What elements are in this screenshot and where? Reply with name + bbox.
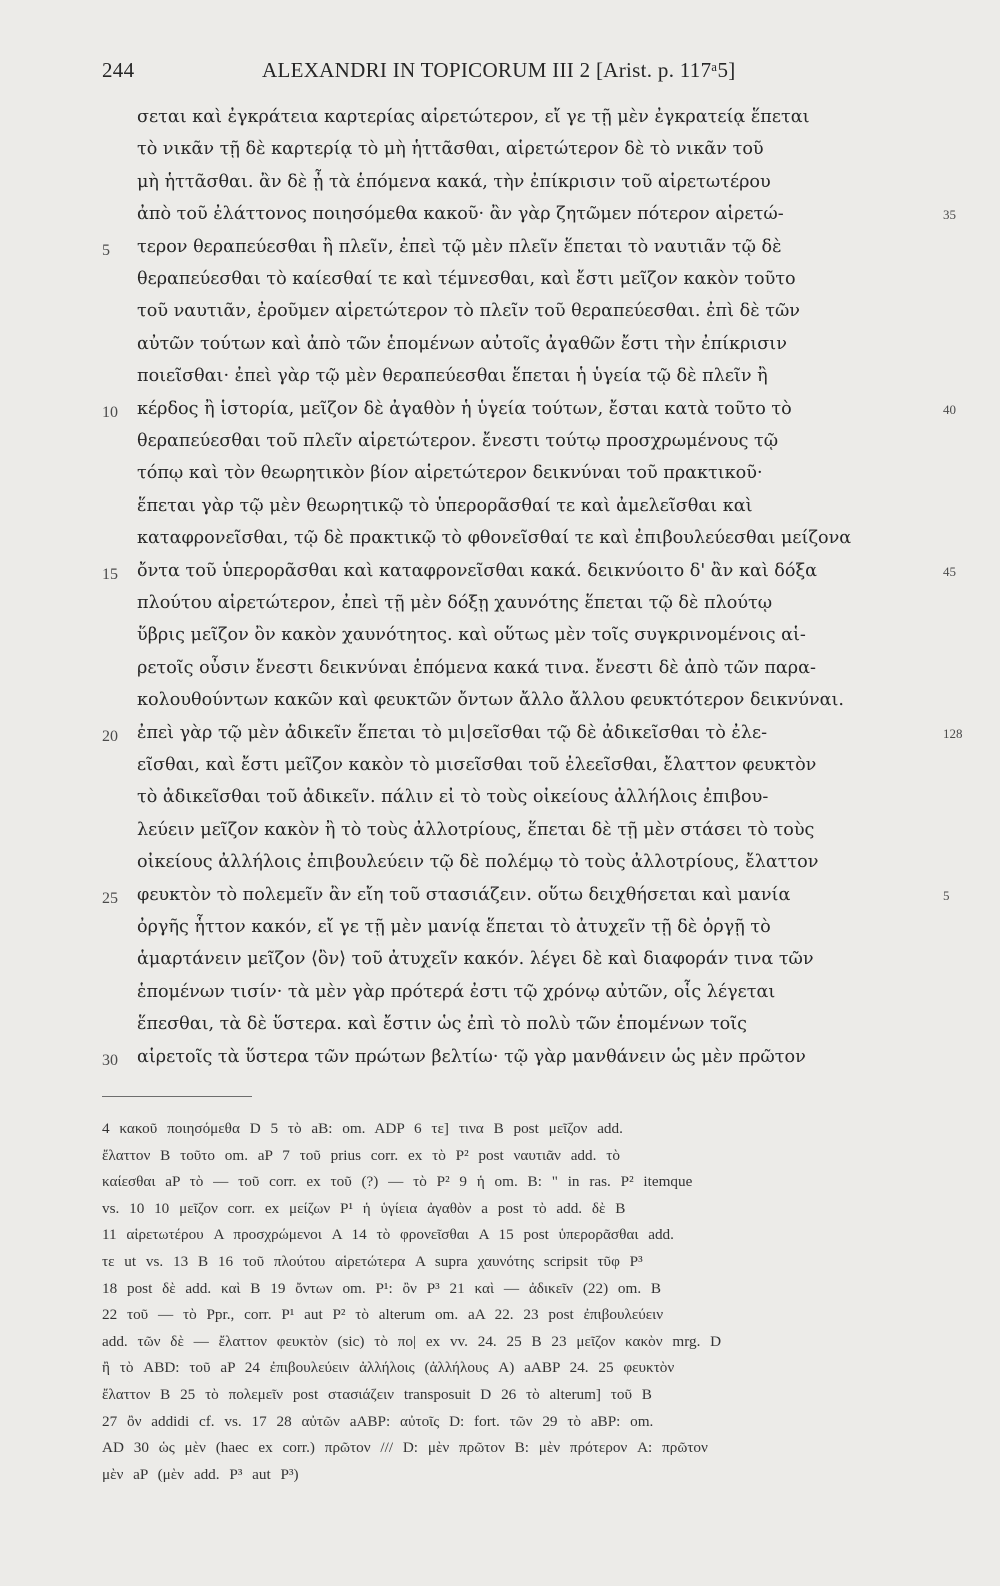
text-line	[0, 428, 1000, 464]
line-text: εῖσθαι, καὶ ἔστι μεῖζον κακὸν τὸ μισεῖσθαι τοῦ ἐλεεῖσθαι, ἔλαττον φευκτὸν	[137, 755, 817, 775]
text-line	[0, 201, 1000, 237]
line-text: οἰκείους ἀλλήλοις ἐπιβουλεύειν τῷ δὲ πολέμῳ τὸ τοὺς ἀλλοτρίους, ἔλαττον	[137, 852, 819, 873]
text-line	[0, 169, 1000, 205]
line-text: ἀπὸ τοῦ ἐλάττονος ποιησόμεθα κακοῦ· ἂν γὰρ ζητῶμεν πότερον αἱρετώ-	[137, 204, 784, 225]
text-line	[0, 1011, 1000, 1047]
text-line	[0, 363, 1000, 399]
margin-reference: 45	[943, 563, 956, 579]
apparatus-line: καίεσθαι aP τὸ — τοῦ corr. ex τοῦ (?) — τὸ P² 9 ἡ om. B: " in ras. P² itemque	[102, 1173, 693, 1191]
line-text: ἕπεται γὰρ τῷ μὲν θεωρητικῷ τὸ ὑπερορᾶσθαί τε καὶ ἀμελεῖσθαι καὶ	[137, 495, 753, 516]
line-text: πλούτου αἱρετώτερον, ἐπεὶ τῇ μὲν δόξῃ χαυνότης ἕπεται τῷ δὲ πλούτῳ	[137, 593, 773, 613]
text-line	[0, 298, 1000, 334]
text-line	[0, 817, 1000, 853]
apparatus-line: 27 ὂν addidi cf. vs. 17 28 αὐτῶν aABP: αὐτοῖς D: fort. τῶν 29 τὸ aBP: om.	[102, 1412, 654, 1430]
apparatus-line: μὲν aP (μὲν add. P³ aut P³)	[102, 1465, 299, 1483]
apparatus-line: 18 post δὲ add. καὶ B 19 ὄντων om. P¹: ὂν P³ 21 καὶ — ἀδικεῖν (22) om. B	[102, 1279, 662, 1297]
line-text: τοῦ ναυτιᾶν, ἐροῦμεν αἱρετώτερον τὸ πλεῖν τοῦ θεραπεύεσθαι. ἐπὶ δὲ τῶν	[137, 301, 801, 322]
apparatus-line: ἔλαττον B 25 τὸ πολεμεῖν post στασιάζειν transposuit D 26 τὸ alterum] τοῦ B	[102, 1385, 652, 1403]
text-line	[0, 946, 1000, 982]
text-line	[0, 784, 1000, 820]
line-text: ρετοῖς οὖσιν ἔνεστι δεικνύναι ἑπόμενα κακά τινα. ἔνεστι δὲ ἀπὸ τῶν παρα-	[137, 657, 816, 678]
text-line	[0, 979, 1000, 1015]
margin-reference: 35	[943, 207, 956, 223]
line-number: 20	[102, 727, 118, 745]
line-text: τὸ νικᾶν τῇ δὲ καρτερίᾳ τὸ μὴ ἡττᾶσθαι, αἱρετώτερον δὲ τὸ νικᾶν τοῦ	[137, 139, 764, 160]
line-text: λεύειν μεῖζον κακὸν ἢ τὸ τοὺς ἀλλοτρίους, ἕπεται δὲ τῇ μὲν στάσει τὸ τοὺς	[137, 819, 815, 840]
text-line	[0, 720, 1000, 756]
line-number: 30	[102, 1051, 118, 1069]
text-line	[0, 525, 1000, 561]
text-line	[0, 590, 1000, 626]
line-text: καταφρονεῖσθαι, τῷ δὲ πρακτικῷ τὸ φθονεῖσθαί τε καὶ ἐπιβουλεύεσθαι μείζονα	[137, 528, 852, 549]
line-text: αἱρετοῖς τὰ ὕστερα τῶν πρώτων βελτίω· τῷ γὰρ μανθάνειν ὡς μὲν πρῶτον	[137, 1046, 806, 1067]
apparatus-line: 11 αἱρετωτέρου A προσχρώμενοι A 14 τὸ φρονεῖσθαι A 15 post ὑπερορᾶσθαι add.	[102, 1226, 674, 1244]
text-line	[0, 882, 1000, 918]
line-text: ὕβρις μεῖζον ὂν κακὸν χαυνότητος. καὶ οὕτως μὲν τοῖς συγκρινομένοις αἱ-	[137, 625, 806, 646]
apparatus-line: 4 κακοῦ ποιησόμεθα D 5 τὸ aB: om. ADP 6 τε] τινα B post μεῖζον add.	[102, 1120, 623, 1137]
line-text: σεται καὶ ἐγκράτεια καρτερίας αἱρετώτερον, εἴ γε τῇ μὲν ἐγκρατείᾳ ἕπεται	[137, 107, 810, 127]
text-line	[0, 752, 1000, 788]
line-text: ἕπεσθαι, τὰ δὲ ὕστερα. καὶ ἔστιν ὡς ἐπὶ τὸ πολὺ τῶν ἑπομένων τοῖς	[137, 1014, 747, 1035]
line-text: τερον θεραπεύεσθαι ἢ πλεῖν, ἐπεὶ τῷ μὲν πλεῖν ἕπεται τὸ ναυτιᾶν τῷ δὲ	[137, 236, 782, 257]
text-line	[0, 914, 1000, 950]
line-number: 10	[102, 403, 118, 421]
line-number: 5	[102, 241, 110, 259]
apparatus-line: τε ut vs. 13 B 16 τοῦ πλούτου αἱρετώτερα A supra χαυνότης scripsit τῦφ P³	[102, 1252, 643, 1270]
margin-reference: 5	[943, 887, 950, 903]
line-text: ἁμαρτάνειν μεῖζον ⟨ὂν⟩ τοῦ ἀτυχεῖν κακόν. λέγει δὲ καὶ διαφοράν τινα τῶν	[137, 949, 814, 970]
text-line	[0, 460, 1000, 496]
apparatus-line: vs. 10 10 μεῖζον corr. ex μείζων P¹ ἡ ὑγίεια ἀγαθὸν a post τὸ add. δὲ B	[102, 1199, 626, 1217]
margin-reference: 128	[943, 725, 963, 741]
line-text: αὐτῶν τούτων καὶ ἀπὸ τῶν ἑπομένων αὐτοῖς ἀγαθῶν ἔστι τὴν ἐπίκρισιν	[137, 333, 787, 354]
footnote-rule	[102, 1096, 252, 1097]
text-line	[0, 687, 1000, 723]
line-text: φευκτὸν τὸ πολεμεῖν ἂν εἴη τοῦ στασιάζειν. οὕτω δειχθήσεται καὶ μανία	[137, 884, 791, 905]
line-text: μὴ ἡττᾶσθαι. ἂν δὲ ᾖ τὰ ἑπόμενα κακά, τὴν ἐπίκρισιν τοῦ αἱρετωτέρου	[137, 171, 771, 192]
text-line	[0, 104, 1000, 140]
line-number: 25	[102, 889, 118, 907]
line-text: κολουθούντων κακῶν καὶ φευκτῶν ὄντων ἄλλο ἄλλου φευκτότερον δεικνύναι.	[137, 690, 845, 711]
apparatus-line: AD 30 ὡς μὲν (haec ex corr.) πρῶτον /// D: μὲν πρῶτον B: μὲν πρότερον A: πρῶτον	[102, 1439, 708, 1457]
line-text: τόπῳ καὶ τὸν θεωρητικὸν βίον αἱρετώτερον δεικνύναι τοῦ πρακτικοῦ·	[137, 463, 763, 484]
line-text: ποιεῖσθαι· ἐπεὶ γὰρ τῷ μὲν θεραπεύεσθαι ἕπεται ἡ ὑγεία τῷ δὲ πλεῖν ἢ	[137, 366, 768, 387]
text-line	[0, 266, 1000, 302]
text-line	[0, 136, 1000, 172]
apparatus-line: add. τῶν δὲ — ἔλαττον φευκτὸν (sic) τὸ πο| ex vv. 24. 25 B 23 μεῖζον κακὸν mrg. D	[102, 1332, 722, 1350]
text-line	[0, 1044, 1000, 1080]
margin-reference: 40	[943, 401, 956, 417]
line-text: ἑπομένων τισίν· τὰ μὲν γὰρ πρότερά ἐστι τῷ χρόνῳ αὐτῶν, οἷς λέγεται	[137, 981, 776, 1002]
line-text: ἐπεὶ γὰρ τῷ μὲν ἀδικεῖν ἕπεται τὸ μι|σεῖσθαι τῷ δὲ ἀδικεῖσθαι τὸ ἐλε-	[137, 722, 768, 743]
line-text: ὀργῆς ἧττον κακόν, εἴ γε τῇ μὲν μανίᾳ ἕπεται τὸ ἀτυχεῖν τῇ δὲ ὀργῇ τὸ	[137, 917, 771, 937]
line-text: τὸ ἀδικεῖσθαι τοῦ ἀδικεῖν. πάλιν εἰ τὸ τοὺς οἰκείους ἀλλήλοις ἐπιβου-	[137, 787, 769, 808]
page-number: 244	[102, 58, 135, 82]
apparatus-line: ἢ τὸ ABD: τοῦ aP 24 ἐπιβουλεύειν ἀλλήλοις (ἀλλήλους A) aABP 24. 25 φευκτὸν	[102, 1359, 675, 1377]
line-number: 15	[102, 565, 118, 583]
running-head: ALEXANDRI IN TOPICORUM III 2 [Arist. p. 117ᵃ5]	[262, 58, 736, 82]
apparatus-line: 22 τοῦ — τὸ Ppr., corr. P¹ aut P² τὸ alterum om. aA 22. 23 post ἐπιβουλεύειν	[102, 1306, 664, 1324]
text-line	[0, 396, 1000, 432]
line-text: θεραπεύεσθαι τοῦ πλεῖν αἱρετώτερον. ἔνεστι τούτῳ προσχρωμένους τῷ	[137, 431, 779, 451]
text-line	[0, 493, 1000, 529]
text-line	[0, 331, 1000, 367]
critical-apparatus	[102, 1116, 942, 1488]
text-line	[0, 849, 1000, 885]
line-text: ὄντα τοῦ ὑπερορᾶσθαι καὶ καταφρονεῖσθαι κακά. δεικνύοιτο δ' ἂν καὶ δόξα	[137, 560, 818, 581]
apparatus-line: ἔλαττον B τοῦτο om. aP 7 τοῦ prius corr. ex τὸ P² post ναυτιᾶν add. τὸ	[102, 1146, 620, 1164]
text-line	[0, 655, 1000, 691]
text-line	[0, 234, 1000, 270]
text-line	[0, 622, 1000, 658]
line-text: θεραπεύεσθαι τὸ καίεσθαί τε καὶ τέμνεσθαι, καὶ ἔστι μεῖζον κακὸν τοῦτο	[137, 269, 796, 289]
line-text: κέρδος ἢ ἱστορία, μεῖζον δὲ ἀγαθὸν ἡ ὑγεία τούτων, ἔσται κατὰ τοῦτο τὸ	[137, 398, 792, 419]
text-line	[0, 558, 1000, 594]
